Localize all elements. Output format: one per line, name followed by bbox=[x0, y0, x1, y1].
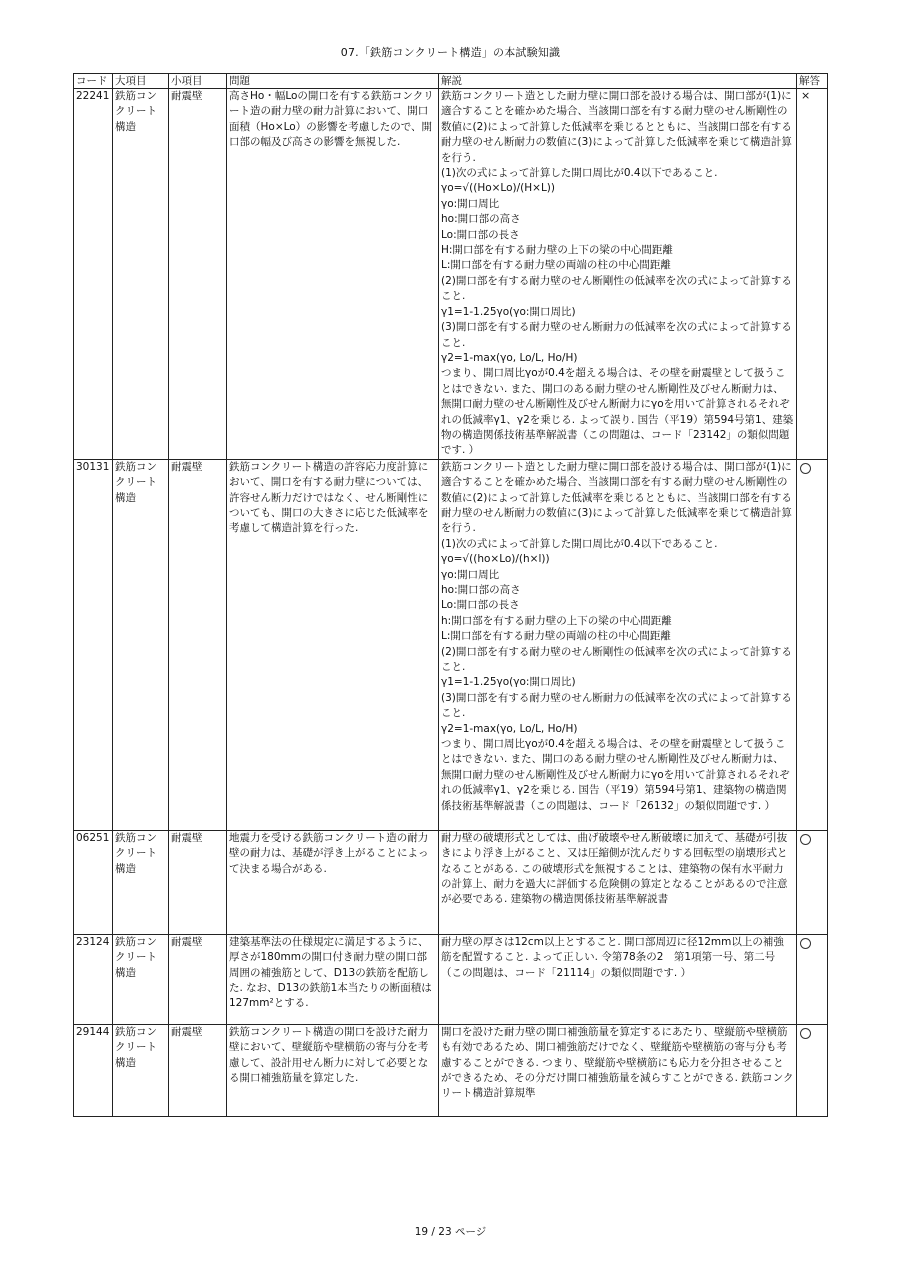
row-major-category: 鉄筋コンクリート構造 bbox=[113, 1024, 169, 1116]
table-row bbox=[74, 934, 828, 1024]
header-minor-category: 小項目 bbox=[169, 74, 227, 89]
row-code: 22241 bbox=[74, 89, 113, 460]
row-answer-cell bbox=[797, 459, 828, 830]
answer-cross-mark: × bbox=[801, 89, 811, 102]
row-question: 高さHo・幅Loの開口を有する鉄筋コンクリート造の耐力壁の耐力計算において、開口面積（Ho×Lo）の影響を考慮したので、開口部の幅及び高さの影響を無視した. bbox=[227, 89, 439, 460]
table-row bbox=[74, 89, 828, 460]
table-row bbox=[74, 830, 828, 934]
row-minor-category: 耐震壁 bbox=[169, 89, 227, 460]
row-question: 鉄筋コンクリート構造の開口を設けた耐力壁において、壁縦筋や壁横筋の寄与分を考慮して、設計用せん断力に対して必要となる開口補強筋量を算定した. bbox=[227, 1024, 439, 1116]
header-answer: 解答 bbox=[797, 74, 828, 89]
row-answer-cell bbox=[797, 89, 828, 460]
row-major-category: 鉄筋コンクリート構造 bbox=[113, 459, 169, 830]
answer-circle-mark bbox=[800, 463, 811, 474]
header-major-category: 大項目 bbox=[113, 74, 169, 89]
row-explanation: 耐力壁の破壊形式としては、曲げ破壊やせん断破壊に加えて、基礎が引抜きにより浮き上がること、又は圧縮側が沈んだりする回転型の崩壊形式となることがある. この破壊形式を無視することは、建築物の保有水平耐力の計算上、耐力を過大に評価する危険側の算定となることがあるので注意が必要である. 建築物の構造関係技術基準解説書 bbox=[439, 830, 797, 934]
row-explanation: 耐力壁の厚さは12cm以上とすること. 開口部周辺に径12mm以上の補強筋を配置すること. よって正しい. 令第78条の2 第1項第一号、第二号（この問題は、コード「21114」の類似問題です. ） bbox=[439, 934, 797, 1024]
row-minor-category: 耐震壁 bbox=[169, 830, 227, 934]
row-question: 地震力を受ける鉄筋コンクリート造の耐力壁の耐力は、基礎が浮き上がることによって決まる場合がある. bbox=[227, 830, 439, 934]
table-header-row bbox=[74, 74, 828, 89]
row-answer-cell bbox=[797, 1024, 828, 1116]
row-major-category: 鉄筋コンクリート構造 bbox=[113, 934, 169, 1024]
row-question: 建築基準法の仕様規定に満足するように、厚さが180mmの開口付き耐力壁の開口部周囲の補強筋として、D13の鉄筋を配筋した. なお、D13の鉄筋1本当たりの断面積は127mm²とする. bbox=[227, 934, 439, 1024]
row-code: 23124 bbox=[74, 934, 113, 1024]
document-title: 07.「鉄筋コンクリート構造」の本試験知識 bbox=[340, 46, 561, 59]
row-explanation: 鉄筋コンクリート造とした耐力壁に開口部を設ける場合は、開口部が(1)に適合することを確かめた場合、当該開口部を有する耐力壁のせん断剛性の数値に(2)によって計算した低減率を乗じるとともに、当該開口部を有する耐力壁のせん断耐力の数値に(3)によって計算した低減率を乗じて構造計算を行う. (1)次の式によって計算した開口周比が0.4以下であること. γo=√((Ho×Lo)/(H×L)) γo:開口周比 ho:開口部の高さ Lo:開口部の長さ H:開口部を有する耐力壁の上下の梁の中心間距離 L:開口部を有する耐力壁の両端の柱の中心間距離 (2)開口部を有する耐力壁のせん断剛性の低減率を次の式によって計算すること. γ1=1-1.25γo(γo:開口周比) (3)開口部を有する耐力壁のせん断耐力の低減率を次の式によって計算すること. γ2=1-max(γo, Lo/L, Ho/H) つまり、開口周比γoが0.4を超える場合は、その壁を耐震壁として扱うことはできない. また、開口のある耐力壁のせん断剛性及びせん断耐力は、無開口耐力壁のせん断剛性及びせん断耐力にγoを用いて計算されるそれぞれの低減率γ1、γ2を乗じる. よって誤り. 国告（平19）第594号第1、建築物の構造関係技術基準解説書（この問題は、コード「23142」の類似問題です. ） bbox=[439, 89, 797, 460]
answer-circle-mark bbox=[800, 834, 811, 845]
row-minor-category: 耐震壁 bbox=[169, 1024, 227, 1116]
row-code: 30131 bbox=[74, 459, 113, 830]
row-explanation: 鉄筋コンクリート造とした耐力壁に開口部を設ける場合は、開口部が(1)に適合することを確かめた場合、当該開口部を有する耐力壁のせん断剛性の数値に(2)によって計算した低減率を乗じるとともに、当該開口部を有する耐力壁のせん断耐力の数値に(3)によって計算した低減率を乗じて構造計算を行う. (1)次の式によって計算した開口周比が0.4以下であること. γo=√((ho×Lo)/(h×l)) γo:開口周比 ho:開口部の高さ Lo:開口部の長さ h:開口部を有する耐力壁の上下の梁の中心間距離 L:開口部を有する耐力壁の両端の柱の中心間距離 (2)開口部を有する耐力壁のせん断剛性の低減率を次の式によって計算すること. γ1=1-1.25γo(γo:開口周比) (3)開口部を有する耐力壁のせん断耐力の低減率を次の式によって計算すること. γ2=1-max(γo, Lo/L, Ho/H) つまり、開口周比γoが0.4を超える場合は、その壁を耐震壁として扱うことはできない. また、開口のある耐力壁のせん断剛性及びせん断耐力は、無開口耐力壁のせん断剛性及びせん断耐力にγoを用いて計算されるそれぞれの低減率γ1、γ2を乗じる. 国告（平19）第594号第1、建築物の構造関係技術基準解説書（この問題は、コード「26132」の類似問題です. ） bbox=[439, 459, 797, 830]
question-table bbox=[73, 73, 828, 1117]
row-minor-category: 耐震壁 bbox=[169, 459, 227, 830]
header-question: 問題 bbox=[227, 74, 439, 89]
table-row bbox=[74, 1024, 828, 1116]
header-explanation: 解説 bbox=[439, 74, 797, 89]
row-major-category: 鉄筋コンクリート構造 bbox=[113, 89, 169, 460]
row-major-category: 鉄筋コンクリート構造 bbox=[113, 830, 169, 934]
page-number: 19 / 23 ページ bbox=[414, 1226, 487, 1238]
row-question: 鉄筋コンクリート構造の許容応力度計算において、開口を有する耐力壁については、許容せん断力だけではなく、せん断剛性についても、開口の大きさに応じた低減率を考慮して構造計算を行った. bbox=[227, 459, 439, 830]
answer-circle-mark bbox=[800, 938, 811, 949]
row-answer-cell bbox=[797, 934, 828, 1024]
row-answer-cell bbox=[797, 830, 828, 934]
table-row bbox=[74, 459, 828, 830]
row-minor-category: 耐震壁 bbox=[169, 934, 227, 1024]
header-code: コード bbox=[74, 74, 113, 89]
row-code: 29144 bbox=[74, 1024, 113, 1116]
row-code: 06251 bbox=[74, 830, 113, 934]
row-explanation: 開口を設けた耐力壁の開口補強筋量を算定するにあたり、壁縦筋や壁横筋も有効であるため、開口補強筋だけでなく、壁縦筋や壁横筋の寄与分も考慮することができる. つまり、壁縦筋や壁横筋にも応力を分担させることができるため、その分だけ開口補強筋量を減らすことができる. 鉄筋コンクリート構造計算規準 bbox=[439, 1024, 797, 1116]
answer-circle-mark bbox=[800, 1028, 811, 1039]
